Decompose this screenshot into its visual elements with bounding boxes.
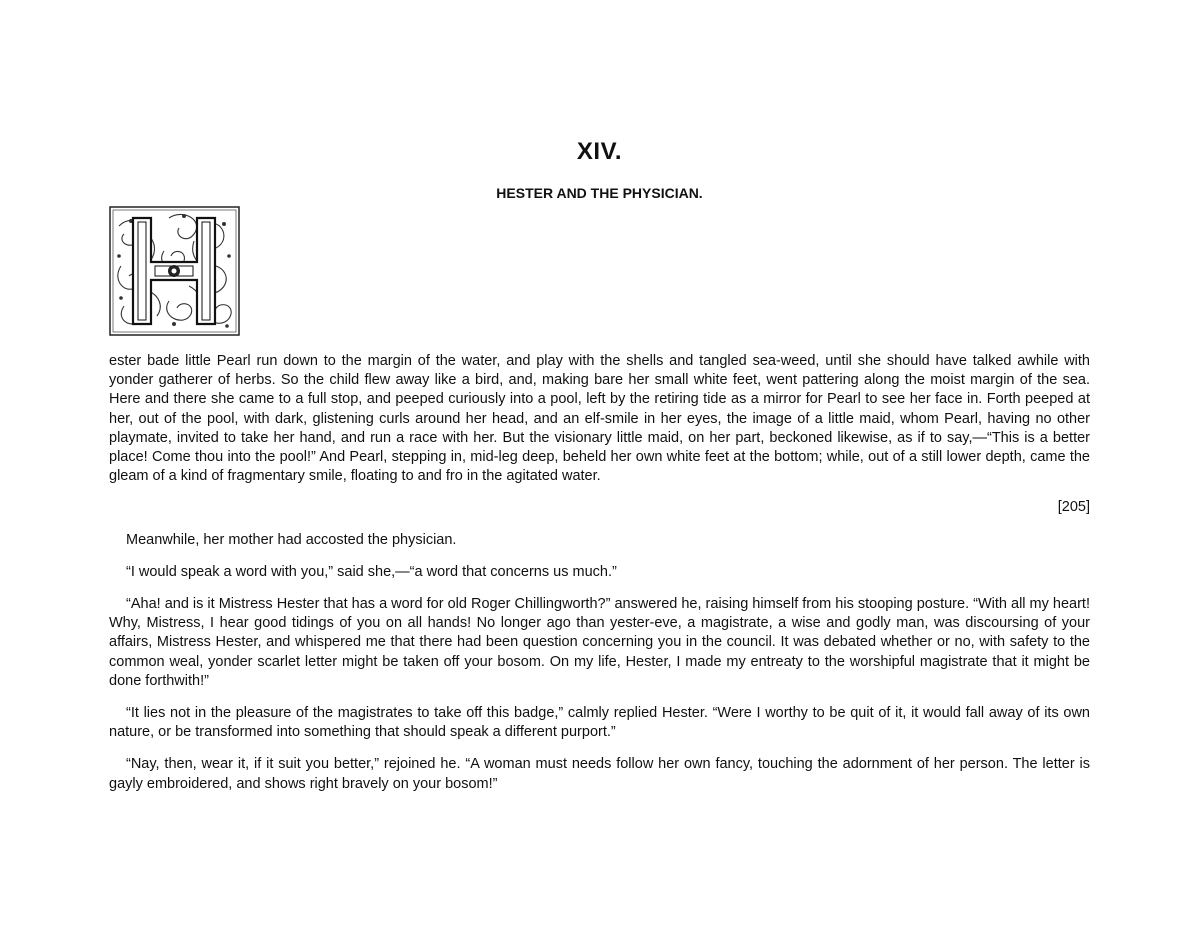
paragraph: “It lies not in the pleasure of the magistrates to take off this badge,” calmly replied Hester. “Were I worthy to be quit of it, it would fall away of its own nature, or be transformed into something that should speak a different purport.”	[109, 705, 1090, 741]
paragraph: “Aha! and is it Mistress Hester that has a word for old Roger Chillingworth?” answered he, raising himself from his stooping posture. “With all my heart! Why, Mistress, I hear good tidings of you on all hands! No longer ago than yester-eve, a magistrate, a wise and godly man, was discoursing of your affairs, Mistress Hester, and whispered me that there had been question concerning you in the council. It was debated whether or no, with safety to the common weal, yonder scarlet letter might be taken off your bosom. On my life, Hester, I made my entreaty to the worshipful magistrate that it might be done forthwith!”	[109, 596, 1090, 689]
chapter-body	[109, 352, 1090, 807]
page-number: [205]	[1057, 499, 1090, 516]
decorative-initial-h	[109, 206, 240, 336]
opening-paragraph: ester bade little Pearl run down to the margin of the water, and play with the shells and tangled sea-weed, until she should have talked awhile with yonder gatherer of herbs. So the child flew away like a bird, and, making bare her small white feet, went pattering along the moist margin of the sea. Here and there she came to a full stop, and peeped curiously into a pool, left by the retiring tide as a mirror for Pearl to see her face in. Forth peeped at her, out of the pool, with dark, glistening curls around her head, and an elf-smile in her eyes, the image of a little maid, whom Pearl, having no other playmate, invited to take her hand, and run a race with her. But the visionary little maid, on her part, beckoned likewise, as if to say,—“This is a better place! Come thou into the pool!” And Pearl, stepping in, mid-leg deep, beheld her own white feet at the bottom; while, out of a still lower depth, came the gleam of a kind of fragmentary smile, floating to and fro in the agitated water.	[109, 353, 1090, 485]
paragraph: “I would speak a word with you,” said she,—“a word that concerns us much.”	[126, 563, 617, 580]
paragraph: Meanwhile, her mother had accosted the physician.	[126, 531, 457, 548]
paragraph: “Nay, then, wear it, if it suit you better,” rejoined he. “A woman must needs follow her own fancy, touching the adornment of her person. The letter is gayly embroidered, and shows right bravely on your bosom!”	[109, 756, 1090, 792]
chapter-number: XIV.	[576, 138, 623, 165]
chapter-title: HESTER AND THE PHYSICIAN.	[496, 185, 703, 201]
